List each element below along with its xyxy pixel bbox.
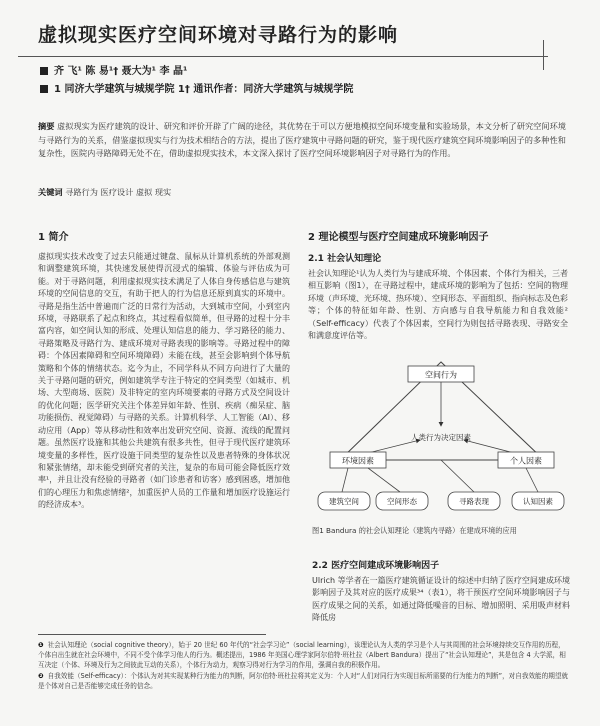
connector-1: [342, 468, 348, 492]
footnote-2-text: 自我效能（Self-efficacy）：个体认为对其实现某种行为能力的判断，阿尔伯特·班杜拉将其定义为：个人对“人们对同行为实现目标所需要的行为能力的判断”，对自我效能的期望就是个体对自己是否能够完成任务的信念。: [38, 671, 569, 690]
bottom-box-3-label: 寻路表现: [459, 497, 489, 506]
section-2-heading: 2 理论模型与医疗空间建成环境影响因子: [308, 232, 489, 243]
section-1-heading: 1 简介: [38, 232, 69, 243]
authors-line: [40, 62, 187, 77]
abstract-text: 虚拟现实为医疗建筑的设计、研究和评价开辟了广阔的途径，其优势在于可以方便地模拟空间环境变量和实验场景，本文分析了研究空间环境与寻路行为的关系，借鉴虚拟现实与行为技术相结合的方法，提出了医疗建筑中寻路问题的研究，鉴于现代医疗建筑空间环境影响因子的多种性和复杂性，医院内寻路障碍无处不在，借助虚拟现实技术，本文深入探讨了医疗空间环境影响因子对寻路行为的作用。: [38, 121, 566, 158]
title-rule: [18, 56, 548, 57]
figure-1-diagram: [312, 348, 570, 520]
section-2-2-text: Ulrich 等学者在一篇医疗建筑循证设计的综述中归纳了医疗空间建成环境影响因子及其对应的医疗成果³⁴（表1），将干预医疗空间环境影响因子与医疗成果之间的关系，如通过降低噪音的目标、增加照明、采用吸声材料降低房: [312, 576, 570, 623]
authors-text: 齐 飞¹ 陈 易¹† 聂大为¹ 李 晶¹: [54, 66, 188, 77]
node-left-label: 环境因素: [342, 456, 374, 466]
keywords-label: 关键词: [38, 187, 63, 197]
footnote-1-text: 社会认知理论（social cognitive theory），始于 20 世纪 60 年代的“社会学习论”（social learning），该理论认为人类的学习是个人与其周围的社会环境持续交互作用的历程，个体自出生就在社会环境中，不同不受个体学习他人的行为。概述提出，1986 年美国心理学家阿尔伯特·班杜拉（Albert Bandura）提出了“社会认知理论”，其是包含 4 大学派，相互决定（个体、环境及行为之间彼此互动的关系），个体行为动力，观察习得对行为学习的作用，强调自我的积极作用。: [38, 641, 566, 670]
abstract-label: 摘要: [38, 121, 55, 131]
footnotes: [38, 640, 570, 691]
connector-3: [441, 460, 474, 492]
square-bullet-icon: [40, 67, 48, 75]
bottom-box-4-label: 认知因素: [523, 497, 553, 506]
crop-mark: [543, 40, 544, 70]
abstract: [38, 120, 566, 161]
bottom-box-2-label: 空间形态: [387, 497, 417, 506]
section-2-1-heading: 2.1 社会认知理论: [308, 254, 382, 264]
footnote-2: [38, 671, 570, 691]
connector-4: [526, 468, 538, 492]
section-2-2: [312, 556, 570, 625]
bottom-box-1-label: 建筑空间: [329, 497, 359, 506]
node-center-label: 人类行为决定因素: [411, 433, 471, 442]
figure-1-caption: 图1 Bandura 的社会认知理论（建筑内寻路）在建成环境的应用: [312, 526, 517, 535]
keywords-text: 寻路行为 医疗设计 虚拟 现实: [65, 187, 172, 197]
square-bullet-icon: [40, 85, 48, 93]
node-top-label: 空间行为: [425, 370, 457, 380]
figure-1: [312, 348, 570, 520]
keywords: [38, 187, 566, 198]
right-column: [308, 228, 568, 342]
section-1-text: 虚拟现实技术改变了过去只能通过键盘、鼠标从计算机系统的外部观测和调整建筑环境，其快速发展使得沉浸式的编辑、体验与评估成为可能。对于寻路问题，利用虚拟现实技术满足了人体自身传感信息与建筑环境的空间信息的交互，有助于把人的行为信息还原到真实的环境中。寻路是指生活中普遍而广泛的日常行为活动，大到城市空间，小到室内环境，寻路联系了起点和终点，其过程看似简单，但寻路的过程十分丰富内容，如空间认知的形成、处理认知信息的能力、学习路径的能力、寻路策略及寻路行为、建成环境对寻路表现的影响等。寻路过程中的障碍：个体因素障碍和空间环境障碍）未能在线，甚至会影响到个体导航策略和个体的情绪状态。迄今为止，不同学科从不同方向进行了大量的关于寻路问题的研究，例如建筑学专注于特定的空间类型（如城市、机场、大型商场、医院）及非特定的室内环境要素的寻路方式及空间设计的优化问题；医学研究关注个体差异如年龄、性别、疾病（痴呆症、脑功能损伤、视觉障碍）与寻路的关系。计算机科学、人工智能（AI）、移动应用（App）等从移动性和效率出发研究空间、资源、流线的配置问题。虽然医疗设施和其他公共建筑有很多共性，但寻于现代医疗建筑环境变量的多样性，医疗设施于同类型的复杂性以及患者特殊的身体状况和紧张情绪，却未能受到研究者的关注，复杂的布局可能会降低医疗效率¹，并且让没有经验的寻路者（如门诊患者和访客）感到困惑，增加他们的心理压力和焦虑情绪²，加重医护人员的工作量和增加医疗设施运行的经济成本³。: [38, 252, 290, 510]
affiliation-line: [40, 80, 353, 95]
footnote-rule: [38, 634, 266, 635]
paper-title: 虚拟现实医疗空间环境对寻路行为的影响: [38, 24, 399, 46]
footnote-1-num: ❶: [38, 641, 44, 649]
left-column: [38, 228, 290, 512]
node-right-label: 个人因素: [510, 456, 542, 466]
footnote-2-num: ❷: [38, 671, 44, 680]
section-2-2-heading: 2.2 医疗空间建成环境影响因子: [312, 561, 440, 571]
connector-2: [368, 468, 400, 492]
footnote-1: [38, 640, 570, 671]
section-2-1-text: 社会认知理论¹认为人类行为与建成环境、个体因素、个体行为相关，三者相互影响（图1），在寻路过程中，建成环境的影响为了包括：空间的物理环境（声环境、光环境、热环境）、空间形态、平面组织、指向标志及色彩等；个体的特征如年龄、性别、方向感与自我导航能力和自我效能²（Self-efficacy）代表了个体因素，空间行为则包括寻路表现、寻路安全和满意度评估等。: [308, 269, 568, 341]
affiliation-text: 1 同济大学建筑与城规学院 1† 通讯作者：同济大学建筑与城规学院: [54, 84, 354, 95]
